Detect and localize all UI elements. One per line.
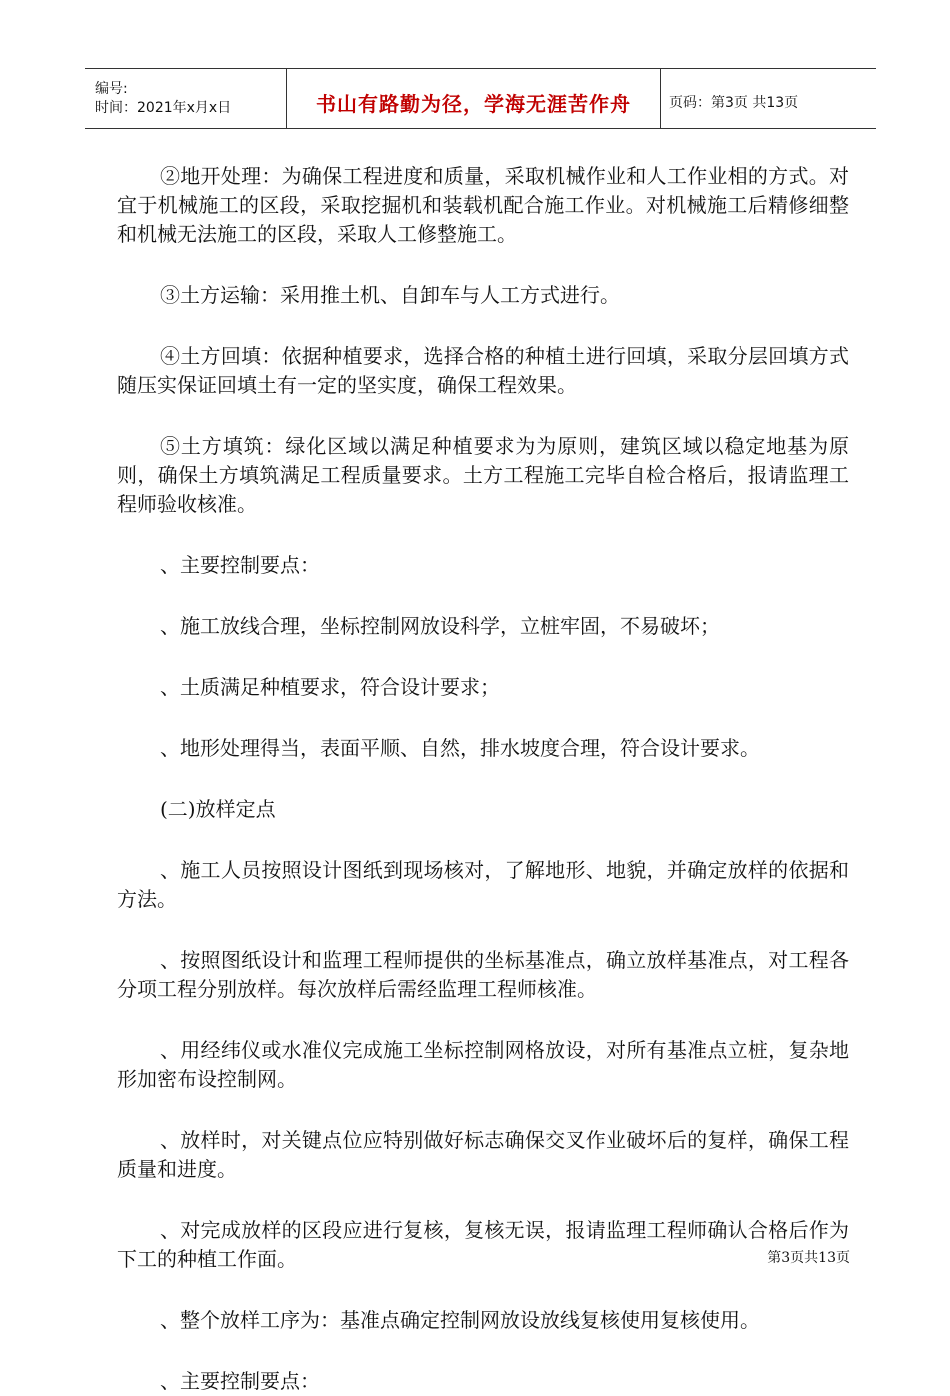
paragraph: 、施工放线合理，坐标控制网放设科学，立桩牢固，不易破坏； [160,614,720,638]
paragraph: 、按照图纸设计和监理工程师提供的坐标基准点，确立放样基准点，对工程各分项工程分别放样。每次放样后需经监理工程师核准。 [117,948,849,1001]
paragraph: 、施工人员按照设计图纸到现场核对，了解地形、地貌，并确定放样的依据和方法。 [117,858,849,911]
motto-text: 书山有路勤为径，学海无涯苦作舟 [316,92,631,116]
paragraph: 、主要控制要点： [160,553,320,577]
header-motto [287,69,661,128]
paragraph: 、整个放样工序为：基准点确定控制网放设放线复核使用复核使用。 [160,1308,760,1332]
paragraph: 、用经纬仪或水准仪完成施工坐标控制网格放设，对所有基准点立桩，复杂地形加密布设控制网。 [117,1038,849,1091]
time-label: 时间：2021年x月x日 [95,99,232,116]
paragraph: 、对完成放样的区段应进行复核，复核无误，报请监理工程师确认合格后作为下工的种植工作面。 [117,1218,849,1271]
header-page-info [661,69,876,128]
page-info-text: 页码：第3页 共13页 [669,94,799,111]
footer-page-number: 第3页共13页 [767,1250,850,1266]
paragraph: ④土方回填：依据种植要求，选择合格的种植土进行回填，采取分层回填方式随压实保证回填土有一定的坚实度，确保工程效果。 [117,344,849,397]
page-footer [767,1247,850,1267]
section-heading: (二)放样定点 [160,797,276,821]
header-meta [85,69,287,128]
paragraph: ③土方运输：采用推土机、自卸车与人工方式进行。 [160,283,620,307]
paragraph: 、主要控制要点： [160,1369,320,1393]
document-body [117,162,849,1396]
paragraph: 、放样时，对关键点位应特别做好标志确保交叉作业破坏后的复样，确保工程质量和进度。 [117,1128,849,1181]
paragraph: ②地开处理：为确保工程进度和质量，采取机械作业和人工作业相的方式。对宜于机械施工的区段，采取挖掘机和装载机配合施工作业。对机械施工后精修细整和机械无法施工的区段，采取人工修整施工。 [117,164,849,246]
number-label: 编号: [95,80,128,97]
page-header [85,68,876,129]
paragraph: 、土质满足种植要求，符合设计要求； [160,675,500,699]
paragraph: ⑤土方填筑：绿化区域以满足种植要求为为原则，建筑区域以稳定地基为原则，确保土方填筑满足工程质量要求。土方工程施工完毕自检合格后，报请监理工程师验收核准。 [117,434,849,516]
paragraph: 、地形处理得当，表面平顺、自然，排水坡度合理，符合设计要求。 [160,736,760,760]
